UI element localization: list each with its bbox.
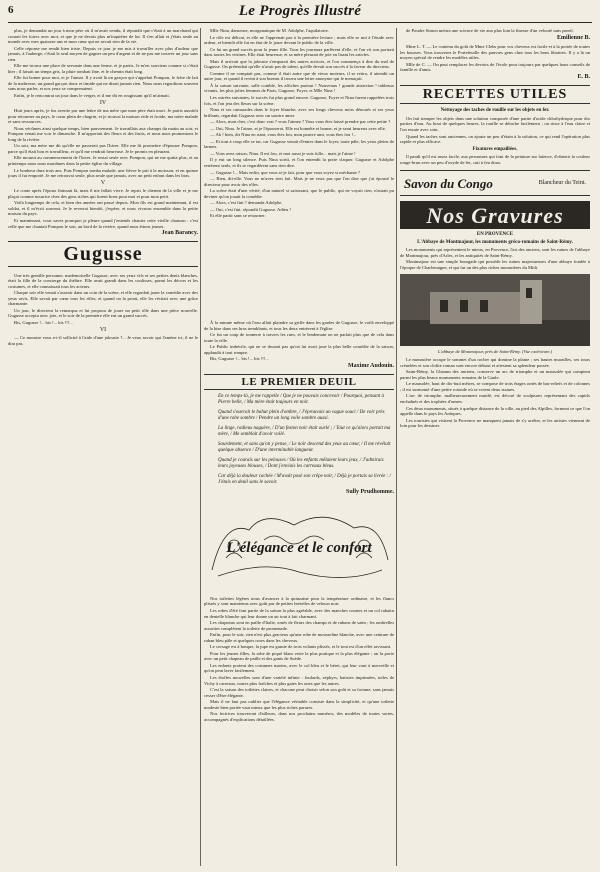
- paragraph: La scène était d'une vérité, d'un naturel si saisissant, que le public, qui ne voyait rien, n'aurait pu deviner qu'on jouait la comédie.: [204, 188, 394, 199]
- illustration-title: L'élégance et le confort: [226, 539, 372, 556]
- paragraph: — Et tout à coup elle se tut, car Gugusse venait d'entrer dans le foyer, toute pâle, les yeux pleins de larmes.: [204, 138, 394, 150]
- paragraph: Mlle de C. — On peut remplacer les devoirs de l'école pour toujours par quelques bons conseils de famille et d'amis.: [400, 61, 590, 73]
- paragraph: Nous vécûmes ainsi quelque temps, bien pauvrement. Je travaillais aux champs du matin au soir, et Pompon venait me voir le dimanche. Il m'apportait des fleurs et des fruits, et nous nous promenions le long de la rivière.: [8, 125, 198, 142]
- paragraph: Le corsage est à basque, la jupe est garnie de trois volants plissés, et le tout est d'un effet ravissant.: [210, 644, 392, 650]
- paragraph: À la minute même où l'eau allait plaindre sa griffe dans les gardes de Gugusse, le voilà enveloppé de la bise dans ses bras tremblants, et tous les deux entrèrent à l'église.: [204, 320, 394, 331]
- abbey-photo-art: [400, 274, 590, 346]
- column-2: [204, 28, 394, 318]
- paragraph: Il paraît qu'il est assez facile, aux personnes qui font de la peinture sur faïence, d'obtenir la couleur rouge-brun avec un peu d'oxyde de fer, cuit à feu doux.: [400, 154, 590, 165]
- column-divider: [396, 28, 397, 866]
- story-title: Gugusse: [8, 241, 198, 267]
- paragraph: Les robes d'été font partie de la saison la plus agréable, avec des manches courtes et un col rabattu en dentelle blanche qui leur donne un air tout à fait charmant.: [204, 608, 394, 619]
- paragraph: Elle mourut au commencement de l'hiver. Je restai seule avec Pompon, qui ne me quitta plus, et au printemps nous nous mariâmes dans la petite église du village.: [8, 155, 198, 167]
- paragraph: Nos toilettes légères nous d'avancer à la quinzaine pour la température ordinaire, et les flancs plissés y sont maintenus avec goût par de petites bretelles de velours noir.: [204, 595, 394, 607]
- column-divider: [200, 28, 201, 866]
- poem-stanza: Car déjà la douleur cachée / M'avait posé son crêpe noir, / Déjà je portais sa livrée : / J'étais en deuil sans le savoir.: [218, 474, 391, 486]
- fashion-illustration: [204, 500, 394, 592]
- paragraph: Les enfants portent des costumes marins, avec le col bleu et le béret, qui leur vont à merveille et qu'on peut laver facilement.: [204, 662, 394, 674]
- paragraph: — Oui, Nina. Je l'aime, et je l'épouserai. Elle est honnête et bonne, et je serai heureux avec elle.: [210, 125, 386, 131]
- paragraph: — Ah ! bien, dit Nina en riant, vous êtes fou, mon pauvre ami, vous êtes fou !...: [210, 132, 357, 138]
- subheading: Nettoyage des taches de rouille sur les objets en fer.: [440, 108, 550, 114]
- fashion-illustration-art: [204, 500, 394, 592]
- author-signature: Sully Prudhomme.: [345, 489, 394, 496]
- poem-stanza: Quand je courais sur les pelouses / Où les enfants mêlaient leurs jeux, / J'admirais leurs joyeuses blouses, / Dont j'enviais les carreaux bleus.: [218, 458, 384, 470]
- paragraph: Les soirées suivantes, le succès fut plus grand encore. Gugusse, Foyer et Nina furent rappelées trois fois, et l'on jeta des fleurs sur la scène.: [204, 95, 394, 106]
- paragraph: — Alors, mon cher, c'est donc vrai ? vous l'aimez ? Vous vous êtes laissé prendre par cette petite ?: [210, 119, 391, 125]
- column-1: [8, 28, 198, 866]
- poem-stanza: Quand s'ouvrait le bahut plein d'ombre, / J'éprouvais un vague souci / De voir près d'une robe sombre / Pendre un long voile sombre aussi.: [218, 410, 385, 422]
- paragraph: Les monuments qui représentent le mieux, en Provence, l'art des anciens, sont les ruines de l'abbaye de Montmajour, près d'Arles, et les antiquités de Saint-Rémy.: [400, 247, 590, 258]
- paragraph: de Poudre Simon mettra une science de vie aux plus loin la finesse d'un velouté sans pareil.: [406, 28, 574, 33]
- recipes-title: RECETTES UTILES: [400, 85, 590, 104]
- poem-stanza: La linge, radieux naguère, / D'un feston noir était ourlé ; / Tout ce qu'alors portait ma mère, / Me semblait d'avoir voilé.: [218, 426, 391, 438]
- paragraph: À la saison suivante, salle comble, les affiches partout ! Nouveaux ! grande attraction ! tableaux vivants, les plus jolies femmes de Paris, Gugusse, Foyer, et Mlle Nina !: [204, 82, 394, 94]
- subheading: L'Abbaye de Montmajour, les monuments gréco-romains de Saint-Rémy.: [417, 239, 573, 245]
- paragraph: Montmajour est une simple bourgade qui possède les ruines majestueuses d'une abbaye fondée à l'époque de Charlemagne, et qui fut un des plus riches monastères du Midi.: [400, 259, 590, 271]
- paragraph: Mlle Nina, danseuse, morganatique de M. Adolphe, l'aquilatorie.: [210, 28, 329, 33]
- paragraph: C'est la saison des toilettes claires, et chacune peut choisir selon son goût et sa fortune, sans jamais cesser d'être élégante.: [204, 687, 394, 698]
- paragraph: Le mausolée, haut de dix-huit mètres, se compose de trois étages ornés de bas-reliefs et de colonnes ; il est surmonté d'une petite rotonde où se voient deux statues.: [400, 381, 590, 392]
- paragraph: Il y eut un long silence. Puis Nina sortit, et l'on entendit la porte claquer. Gugusse et Adolphe restèrent seuls, et ils se regardèrent sans rien dire.: [204, 157, 394, 169]
- poem-title: LE PREMIER DEUIL: [204, 374, 394, 390]
- paragraph: Voilà longtemps de cela, et bien des années ont passé depuis. Mon fils est grand maintenant, il est soldat, et il m'écrit souvent. Je le reverrai bientôt, j'espère, et nous vivrons ensemble dans la petite maison du pays.: [8, 200, 198, 217]
- paragraph: Ce fut un grand succès pour la jeune fille. Tous les journaux parlèrent d'elle, et l'on vit son portrait dans toutes les vitrines. Elle était heureuse, et sa mère pleurait de joie en lisant les articles.: [204, 46, 394, 58]
- paragraph: Le Public imbécile, qui ne se doutait pas qu'on lui avait joué la plus belle comédie de la saison, applaudit à tout rompre.: [204, 344, 394, 355]
- paragraph: Mais il ne faut pas oublier que l'élégance véritable consiste dans la simplicité, et qu'une toilette modeste bien portée vaut mieux que les plus riches parures.: [204, 699, 394, 710]
- paragraph: Nina et ses camarades dans le foyer blanche, avec ses longs cheveux noirs dénoués et ses yeux brillants, regardait Gugusse avec un sourire amer.: [204, 107, 394, 118]
- section-number: IV: [99, 99, 107, 106]
- poem-stanza: En ce temps-là, je me rappelle / Que je ne pouvais concevoir / Pourquoi, pensant à Pierre belle, / Ma mère était toujours en noir.: [218, 394, 385, 406]
- author-signature: Jean Barancy.: [161, 230, 198, 237]
- abbey-photo: [400, 274, 590, 346]
- paragraph: Ce fut un coup de tonnerre à travers les rues, et le lendemain on ne parlait plus que de cela dans toute la ville.: [204, 332, 394, 343]
- ad-tagline: Blancheur du Teint.: [538, 179, 586, 186]
- subheading: EN PROVENCE: [476, 232, 514, 238]
- paragraph: — Vous avez raison, Nina. Il est fou, et moi aussi je suis folle... mais je l'aime !: [210, 150, 356, 156]
- gravures-banner: [400, 201, 590, 229]
- paragraph: — Rien, dit-elle. Vous ne m'avez rien fait. Mais je ne veux pas que l'on dise que j'ai épousé le directeur pour avoir des rôles.: [204, 176, 394, 187]
- paragraph: Le monastère occupe le sommet d'un rocher qui domine la plaine ; ses hautes murailles, ses tours crénelées et son cloître roman sont encore debout et attestent sa splendeur passée.: [400, 357, 590, 368]
- paragraph: plus, je demandai un jour à mon père où il m'avait vendu, il répondit que c'était à un marchand qui courait les foires avec moi, et que je ne devais plus m'inquiéter de lui. Il s'en allait et j'étais seule au monde avec mes quatorze ans et mon cœur qui ne savait rien de la vie.: [8, 28, 198, 45]
- paragraph: Ces deux monuments, situés à quelque distance de la ville, au pied des Alpilles, forment ce que l'on appelle dans le pays les Antiques.: [400, 405, 590, 417]
- section-number: V: [100, 179, 106, 186]
- paragraph: Elle fut bonne pour moi, et je l'aimai. Il y avait là un garçon qui s'appelait Pompon, le frère de lait de la maîtresse, un grand garçon doux et timide qui ne disait jamais rien. Nous nous regardions souvent sans nous parler, et nos yeux se comprenaient.: [8, 75, 198, 92]
- paragraph: Les chapeaux sont en paille d'Italie, ornés de fleurs des champs et de rubans de satin ; les ombrelles assorties complètent la toilette de promenade.: [204, 620, 394, 631]
- paragraph: Enfin, pour le soir, rien n'est plus gracieux qu'une robe de mousseline blanche, avec une ceinture de ruban bleu pâle et quelques roses dans les cheveux.: [204, 632, 394, 643]
- paragraph: On fait tremper les objets dans une solution composée d'une partie d'acide chlorhydrique pour dix parties d'eau. Au bout de quelques heures, la rouille se détache facilement ; on rince à l'eau claire et l'on essuie avec soin.: [400, 115, 590, 133]
- paragraph: Chaque soir elle venait s'asseoir dans un coin de la scène, et elle regardait jouer la comédie avec des yeux ravis. Elle savait par cœur tous les rôles, et quand on la priait, elle les récitait avec une grâce charmante.: [8, 290, 198, 307]
- gravures-title: Nos Gravures: [426, 202, 564, 228]
- paragraph: Pour les jeunes filles, la robe de piqué blanc reste la plus pratique et la plus élégante ; on la porte avec un petit chapeau de paille et des gants de Suède.: [204, 650, 394, 662]
- paragraph: L'arc de triomphe, malheureusement mutilé, est décoré de sculptures représentant des captifs enchaînés et des trophées d'armes.: [400, 393, 590, 404]
- paragraph: Le rôle est délicat, et elle ne l'apprenait pas à la première lecture ; mais elle se mit à l'étude avec ardeur, et bientôt elle fut en état de le jouer devant le public de la ville.: [204, 34, 394, 46]
- header-rule: [8, 22, 592, 23]
- paragraph: Le conte après l'époux finissait là, mais il me fallait vivre. Je repris le chemin de la ville et je me plaçai comme nourrice chez des gens riches qui furent bons pour moi et pour mon petit.: [8, 188, 198, 199]
- paragraph: Les étoffes nouvelles sont d'une variété infinie : foulards, zéphyrs, batistes imprimées, toiles de Vichy à carreaux, toutes plus fraîches et plus gaies les unes que les autres.: [204, 675, 394, 686]
- page-header: [0, 0, 600, 28]
- author-signature: E. B.: [577, 73, 590, 80]
- paragraph: Un soir, ma mère me dit qu'elle ne passerait pas l'hiver. Elle me fit promettre d'épouser Pompon, parce qu'il était bon et travailleur, et qu'il me rendrait heureuse. Je le promis en pleurant.: [8, 143, 198, 154]
- paragraph: Et maintenant, vous savez pourquoi je pleure quand j'entends chanter cette vieille chanson : c'est celle que me chantait Pompon le soir, au bord de la rivière, quand nous étions jeunes.: [8, 217, 198, 229]
- paragraph: — Gugusse !... Mais enfin, que vous ai-je fait, pour que vous soyez si méchante ?: [210, 169, 361, 175]
- paragraph: — Alors, c'est fini ? demanda Adolphe.: [210, 200, 283, 206]
- paragraph: Les touristes qui visitent la Provence ne manquent jamais de s'y arrêter, et les artistes viennent de loin pour les dessiner.: [400, 417, 590, 429]
- paragraph: Celle réponse me rendit bien triste. Depuis ce jour je me mis à travailler avec plus d'ardeur que jamais, à l'auberge, c'était le seul moyen de gagner un peu d'argent et de ne pas me trouver un jour sans rien.: [8, 45, 198, 62]
- paragraph: Bis, Gugusse !... bis !... bis !!!...: [210, 356, 269, 362]
- column-3: [400, 28, 590, 866]
- section-number: VI: [99, 326, 107, 333]
- masthead: Le Progrès Illustré: [238, 3, 362, 19]
- paragraph: Nos lectrices trouveront d'ailleurs, dans nos prochains numéros, des modèles de toutes sortes, accompagnés d'explications détaillées.: [204, 711, 394, 722]
- paragraph: — Ce monstre vous a-t-il sollicité à l'aide d'une jalousie ?... Je veux savoir qui l'amène ici, il ne le dira pas.: [8, 335, 198, 346]
- paragraph: Une très gentille personne, mademoiselle Gugusse, avec ses yeux vifs et ses petites dents blanches, était la fille de la concierge du théâtre. Elle avait grandi dans les coulisses, parmi les décors et les costumes, et elle connaissait tous les acteurs.: [8, 272, 198, 289]
- paragraph: Quand les taches sont anciennes, on ajoute un peu d'étain à la solution, ce qui rend l'opération plus rapide et plus efficace.: [400, 133, 590, 145]
- author-signature: Maxime Audouin.: [347, 362, 394, 369]
- paragraph: Comme il ne comptait pas, comme il était autre que de vieux moteurs, il se retira, il attendit un autre jour, et quand il revint à son bureau il trouva une lettre anonyme qui le menaçait.: [204, 70, 394, 82]
- paragraph: Saint-Rémy, la Glanum des anciens, conserve un arc de triomphe et un mausolée qui comptent parmi les plus beaux monuments romains de la Gaule.: [400, 369, 590, 380]
- poem-stanza: Sourdement, et sans qu'on y pense, / Le noir descend des yeux au cœur, / Il me révélait quelque absence / D'une interminable langueur.: [218, 442, 391, 454]
- paragraph: Bis, Gugusse !... bis !... bis !!!...: [14, 319, 73, 325]
- paragraph: Mme L. T. — Le contenu du goût de Mme Clebs pour vos cheveux est facile et à la portée de toutes les bourses. Vous trouverez le Portefeuille des pauvres gens chez tous les bons libraires. Il y a là un moyen spécial de rendre les modèles utiles.: [400, 44, 590, 61]
- paragraph: Un jour, le directeur la remarqua et lui proposa de jouer un petit rôle dans une pièce nouvelle. Gugusse accepta avec joie, et le soir de la première elle eut un grand succès.: [8, 307, 198, 319]
- paragraph: Enfin, je le rencontrai un jour dans le verger, et il me dit en rougissant qu'il m'aimait.: [14, 93, 170, 99]
- ad-brand: Savon du Congo: [404, 175, 493, 191]
- paragraph: Elle me trouva une place de servante dans une ferme, et je partis. Je m'en souviens comme si c'était hier ; il faisait un temps gris, la pluie tombait fine, et le chemin était long.: [8, 63, 198, 74]
- author-signature: Emilienne B.: [556, 34, 590, 41]
- paragraph: Mais il arrivait que la jalousie s'emparait des autres actrices, et l'on commença à dire du mal de Gugusse. On prétendait qu'elle n'avait pas de talent, qu'elle devait son succès à la faveur du directeur.: [204, 58, 394, 70]
- column-2-lower: [204, 320, 394, 866]
- page-number: 6: [8, 4, 14, 16]
- photo-caption: L'abbaye de Montmajour, près de Saint-Rémy. (Vue extérieure.): [437, 348, 553, 354]
- paragraph: Le bonheur dura trois ans. Puis Pompon tomba malade, une fièvre le prit à la moisson, et en quinze jours il fut emporté. Je me retrouvai seule, plus seule que jamais, avec un petit enfant dans les bras.: [8, 167, 198, 179]
- paragraph: Et elle partit sans se retourner.: [210, 213, 266, 219]
- paragraph: Huit jours après, je fus avertie par une lettre de ma mère que mon père était mort. Je partis aussitôt pour retourner au pays, le cœur plein de chagrin, et je trouvai la maison vide et froide, ma mère malade et sans ressources.: [8, 108, 198, 125]
- soap-advertisement: [400, 170, 590, 196]
- subheading: Fixatures empaillées.: [472, 146, 518, 152]
- paragraph: — Oui, c'est fini, répondit Gugusse. Adieu !: [210, 206, 291, 212]
